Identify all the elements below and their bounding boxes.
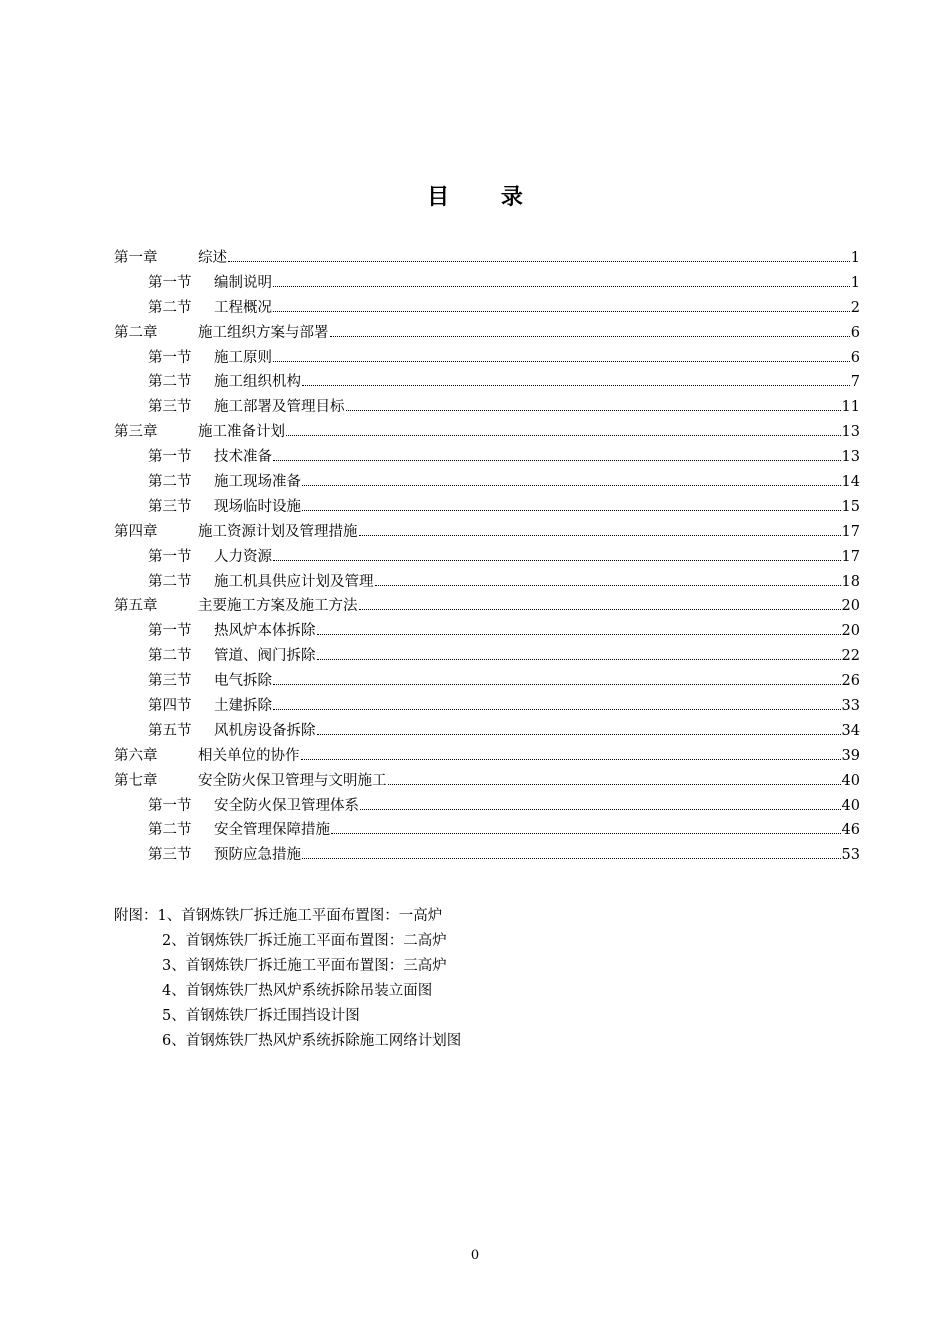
toc-entry-label: 人力资源 [214,548,272,565]
toc-entry-page: 17 [841,523,860,540]
toc-dot-leader [273,460,841,461]
toc-entry[interactable] [114,694,860,719]
appendix-item: 2、首钢炼铁厂拆迁施工平面布置图：二高炉 [162,933,447,949]
toc-entry-number: 第一节 [148,349,192,366]
toc-entry-label: 工程概况 [214,299,272,316]
toc-dot-leader [302,385,850,386]
toc-dot-leader [286,435,841,436]
toc-entry-label: 安全管理保障措施 [214,822,330,839]
toc-entry-label: 施工原则 [214,349,272,366]
table-of-contents [114,246,860,868]
toc-entry-label: 现场临时设施 [214,498,301,515]
toc-entry[interactable] [114,346,860,371]
toc-entry-number: 第三节 [148,399,192,416]
toc-entry-label: 施工组织方案与部署 [198,324,329,341]
appendix-item: 附图：1、首钢炼铁厂拆迁施工平面布置图：一高炉 [114,908,443,924]
toc-entry-number: 第五章 [114,598,158,615]
toc-entry-number: 第二节 [148,822,192,839]
toc-entry-number: 第二章 [114,324,158,341]
toc-entry-page: 46 [841,822,860,839]
toc-entry-label: 管道、阀门拆除 [214,648,316,665]
toc-entry-number: 第四节 [148,698,192,715]
toc-entry[interactable] [114,843,860,868]
toc-entry-page: 22 [841,648,860,665]
toc-entry-page: 53 [841,847,860,864]
toc-entry[interactable] [114,669,860,694]
toc-entry[interactable] [114,271,860,296]
toc-entry-number: 第七章 [114,772,158,789]
toc-entry[interactable] [114,619,860,644]
toc-entry-page: 11 [841,399,860,416]
toc-dot-leader [273,311,850,312]
toc-dot-leader [228,261,850,262]
toc-dot-leader [317,734,841,735]
toc-entry-page: 40 [841,772,860,789]
toc-entry[interactable] [114,395,860,420]
toc-entry-label: 相关单位的协作 [198,747,300,764]
toc-entry-label: 编制说明 [214,274,272,291]
toc-entry-page: 1 [850,250,860,266]
toc-entry-number: 第一节 [148,548,192,565]
toc-dot-leader [273,286,850,287]
toc-entry[interactable] [114,744,860,769]
toc-entry-number: 第六章 [114,747,158,764]
toc-entry-number: 第二节 [148,648,192,665]
toc-entry[interactable] [114,545,860,570]
toc-dot-leader [301,759,841,760]
toc-entry-number: 第三节 [148,498,192,515]
appendix-item: 4、首钢炼铁厂热风炉系统拆除吊装立面图 [162,983,433,999]
toc-entry-number: 第三章 [114,424,158,441]
toc-entry-page: 20 [841,623,860,640]
toc-dot-leader [346,410,841,411]
toc-entry-label: 施工准备计划 [198,424,285,441]
toc-entry[interactable] [114,495,860,520]
toc-entry-page: 26 [841,673,860,690]
toc-entry-page: 34 [841,722,860,739]
toc-entry-page: 6 [850,349,860,366]
toc-entry-label: 施工部署及管理目标 [214,399,345,416]
toc-entry-label: 热风炉本体拆除 [214,623,316,640]
toc-entry-number: 第二节 [148,474,192,491]
appendix-list [114,904,461,1054]
toc-entry-number: 第四章 [114,523,158,540]
toc-entry[interactable] [114,445,860,470]
toc-entry[interactable] [114,794,860,819]
toc-dot-leader [359,535,841,536]
toc-entry-label: 主要施工方案及施工方法 [198,598,358,615]
toc-entry-label: 技术准备 [214,449,272,466]
toc-entry-number: 第一节 [148,274,192,291]
toc-entry-label: 预防应急措施 [214,847,301,864]
toc-entry-label: 施工资源计划及管理措施 [198,523,358,540]
appendix-item: 3、首钢炼铁厂拆迁施工平面布置图：三高炉 [162,958,447,974]
toc-entry-label: 综述 [198,250,227,266]
toc-entry-number: 第三节 [148,673,192,690]
toc-dot-leader [302,510,841,511]
toc-entry-number: 第一章 [114,250,158,266]
toc-dot-leader [331,833,841,834]
toc-entry-label: 土建拆除 [214,698,272,715]
toc-entry-page: 13 [841,424,860,441]
toc-entry[interactable] [114,570,860,595]
page-number: 0 [470,1248,480,1263]
toc-entry-label: 安全防火保卫管理体系 [214,797,359,814]
toc-entry-page: 2 [850,299,860,316]
toc-entry[interactable] [114,818,860,843]
toc-dot-leader [302,858,841,859]
toc-entry-page: 20 [841,598,860,615]
toc-entry-page: 17 [841,548,860,565]
toc-entry-label: 施工现场准备 [214,474,301,491]
toc-dot-leader [375,585,841,586]
toc-entry-label: 安全防火保卫管理与文明施工 [198,772,387,789]
toc-dot-leader [273,709,841,710]
toc-entry-number: 第一节 [148,449,192,466]
toc-entry-page: 15 [841,498,860,515]
toc-entry[interactable] [114,470,860,495]
toc-entry[interactable] [114,246,860,271]
toc-dot-leader [317,634,841,635]
toc-entry-number: 第二节 [148,573,192,590]
toc-dot-leader [273,560,841,561]
toc-entry-page: 39 [841,747,860,764]
toc-entry-number: 第五节 [148,722,192,739]
toc-entry[interactable] [114,370,860,395]
toc-entry[interactable] [114,321,860,346]
toc-entry-number: 第三节 [148,847,192,864]
toc-dot-leader [302,485,841,486]
toc-entry-label: 施工组织机构 [214,374,301,391]
toc-entry-page: 13 [841,449,860,466]
toc-entry-number: 第一节 [148,623,192,640]
toc-entry-page: 40 [841,797,860,814]
toc-entry-label: 风机房设备拆除 [214,722,316,739]
toc-entry[interactable] [114,296,860,321]
toc-dot-leader [273,684,841,685]
toc-entry-number: 第二节 [148,374,192,391]
toc-entry-number: 第一节 [148,797,192,814]
toc-entry-number: 第二节 [148,299,192,316]
toc-entry-page: 1 [850,274,860,291]
toc-entry[interactable] [114,644,860,669]
appendix-item: 6、首钢炼铁厂热风炉系统拆除施工网络计划图 [162,1033,462,1049]
toc-dot-leader [317,659,841,660]
toc-entry[interactable] [114,520,860,545]
page-title: 目 录 [427,184,545,210]
toc-entry[interactable] [114,594,860,619]
toc-entry[interactable] [114,719,860,744]
toc-entry-label: 电气拆除 [214,673,272,690]
toc-dot-leader [330,336,850,337]
toc-entry-page: 7 [850,374,860,391]
toc-dot-leader [360,809,841,810]
toc-entry-page: 14 [841,474,860,491]
toc-dot-leader [273,361,850,362]
toc-entry[interactable] [114,420,860,445]
toc-entry-page: 33 [841,698,860,715]
toc-entry-label: 施工机具供应计划及管理 [214,573,374,590]
toc-dot-leader [359,609,841,610]
appendix-item: 5、首钢炼铁厂拆迁围挡设计图 [162,1008,360,1024]
toc-entry[interactable] [114,769,860,794]
toc-entry-page: 6 [850,324,860,341]
toc-dot-leader [388,784,841,785]
toc-entry-page: 18 [841,573,860,590]
